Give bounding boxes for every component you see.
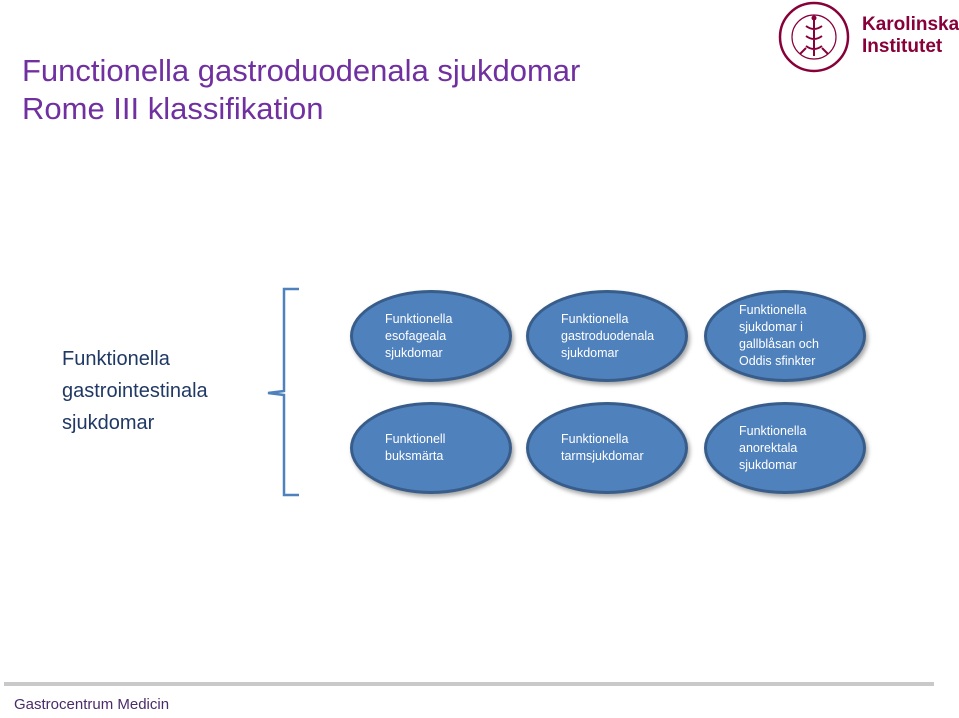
node-tarmsjukdomar: [526, 402, 688, 494]
node-gastroduodenala: [526, 290, 688, 382]
title-line-2: Rome III klassifikation: [22, 91, 324, 126]
node-text: Oddis sfinkter: [739, 354, 816, 368]
node-text: Funktionella: [739, 303, 807, 317]
node-text: sjukdomar: [739, 457, 797, 472]
node-text: sjukdomar: [385, 345, 443, 360]
curly-brace: [262, 285, 312, 500]
node-text: gallblåsan och: [739, 337, 819, 351]
node-text: Funktionella: [561, 311, 629, 326]
page-title: [22, 52, 580, 128]
node-anorektala: [704, 402, 866, 494]
node-text: esofageala: [385, 328, 447, 343]
logo-line-2: Institutet: [862, 36, 943, 57]
root-line-2: gastrointestinala: [62, 380, 208, 402]
node-text: gastroduodenala: [561, 328, 655, 343]
node-buksmarta: [350, 402, 512, 494]
node-esofageala: [350, 290, 512, 382]
node-text: sjukdomar: [561, 345, 619, 360]
root-line-1: Funktionella: [62, 348, 170, 370]
node-text: sjukdomar i: [739, 320, 803, 334]
node-text: Funktionella: [385, 311, 453, 326]
footer-label: Gastrocentrum Medicin: [14, 696, 170, 713]
karolinska-logo: [776, 0, 959, 74]
title-line-1: Functionella gastroduodenala sjukdomar: [22, 53, 581, 88]
node-text: Funktionella: [561, 432, 629, 446]
karolinska-seal-icon: [776, 0, 854, 74]
root-category: [62, 343, 208, 439]
node-gallblasan: [704, 290, 866, 382]
root-line-3: sjukdomar: [62, 412, 155, 434]
node-text: Funktionell: [385, 432, 446, 446]
node-text: Funktionella: [739, 423, 807, 438]
logo-line-1: Karolinska: [862, 14, 959, 35]
logo-wordmark: [862, 14, 959, 58]
node-text: anorektala: [739, 440, 798, 455]
footer-divider: [4, 682, 934, 686]
node-text: tarmsjukdomar: [561, 449, 644, 463]
node-text: buksmärta: [385, 449, 444, 463]
